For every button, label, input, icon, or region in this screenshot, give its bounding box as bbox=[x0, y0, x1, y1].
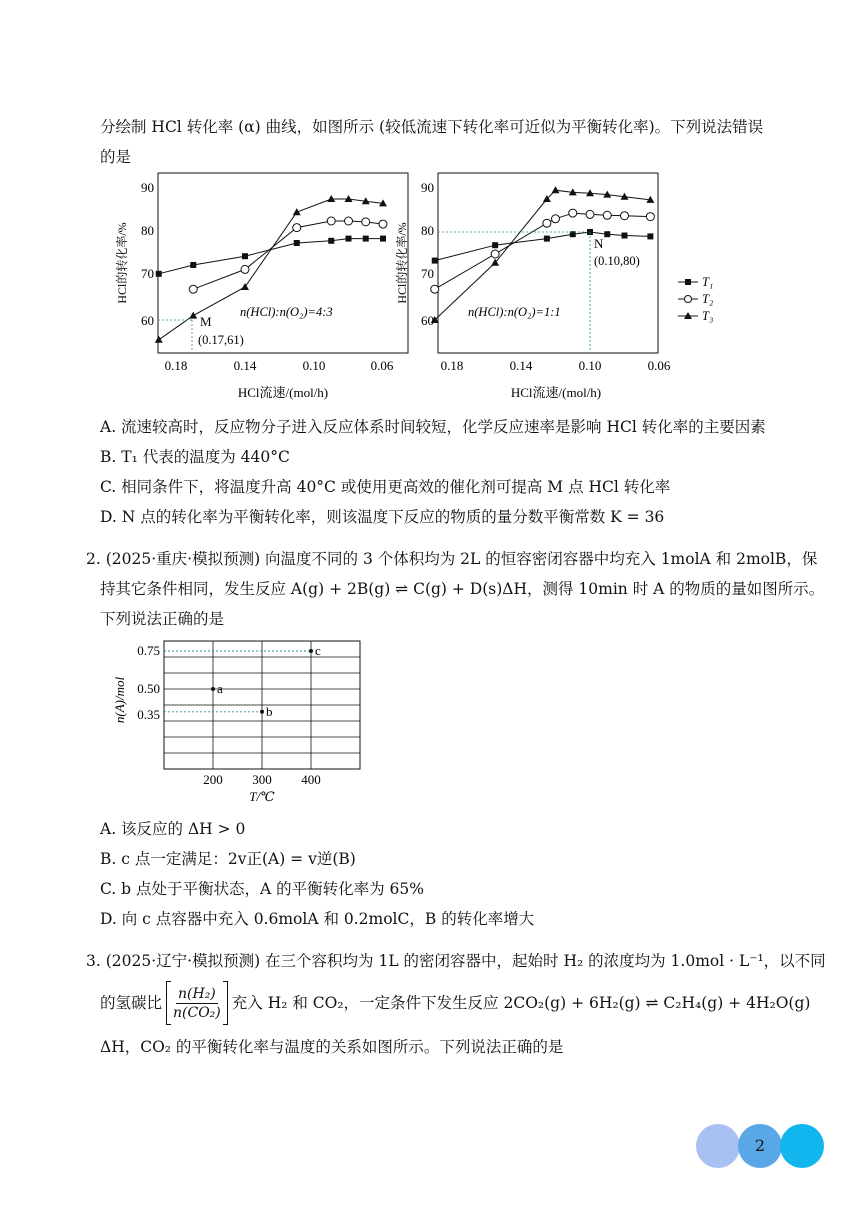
q2-ytick-050: 0.50 bbox=[137, 681, 160, 696]
q3-line-3: ΔH，CO₂ 的平衡转化率与温度的关系如图所示。下列说法正确的是 bbox=[100, 1038, 564, 1056]
data-point-s2-2 bbox=[241, 265, 249, 273]
left-ytick-60: 60 bbox=[141, 313, 154, 328]
data-point-s2-1 bbox=[431, 285, 439, 293]
left-xtick-014: 0.14 bbox=[233, 358, 257, 373]
left-xtick-010: 0.10 bbox=[302, 358, 326, 373]
data-point-s1-7 bbox=[622, 233, 628, 239]
right-ytick-90: 90 bbox=[421, 180, 434, 195]
data-point-s1-3 bbox=[544, 236, 550, 242]
left-xlabel: HCl流速/(mol/h) bbox=[237, 385, 329, 400]
q2-point-label-a: a bbox=[217, 681, 223, 696]
left-ratio-label: n(HCl):n(O₂)=4:3 bbox=[240, 305, 333, 319]
right-ytick-60: 60 bbox=[421, 313, 434, 328]
q2-xtick-300: 300 bbox=[252, 772, 272, 787]
q3-line-1: 3. (2025·辽宁·模拟预测) 在三个容积均为 1L 的密闭容器中，起始时 H₂ 的浓度均为 1.0mol · L⁻¹，以不同 bbox=[86, 952, 826, 970]
left-ytick-90: 90 bbox=[141, 180, 154, 195]
q3-line-2-prefix: 的氢碳比 bbox=[100, 994, 163, 1012]
right-ratio-label: n(HCl):n(O₂)=1:1 bbox=[468, 305, 561, 319]
right-xtick-010: 0.10 bbox=[578, 358, 602, 373]
right-ylabel: HCl的转化率/% bbox=[395, 222, 409, 304]
left-xtick-006: 0.06 bbox=[370, 358, 394, 373]
q2-line-3: 下列说法正确的是 bbox=[100, 610, 225, 628]
legend-t2 bbox=[678, 292, 714, 306]
ratio-fraction bbox=[173, 985, 221, 1022]
ratio-numerator: n(H₂) bbox=[178, 985, 216, 1002]
data-point-s2-3 bbox=[293, 224, 301, 232]
data-point-s3-2 bbox=[189, 312, 197, 319]
series-line-1 bbox=[159, 239, 383, 274]
data-point-s3-3 bbox=[241, 283, 249, 290]
data-point-s2-7 bbox=[603, 211, 611, 219]
data-point-s1-1 bbox=[432, 258, 438, 264]
data-point-s2-5 bbox=[345, 217, 353, 225]
q2-xlabel: T/℃ bbox=[249, 789, 275, 804]
data-point-s3-4 bbox=[293, 208, 301, 215]
q1-option-c: C. 相同条件下，将温度升高 40°C 或使用更高效的催化剂可提高 M 点 HCl 转化率 bbox=[100, 478, 671, 496]
q2-option-c: C. b 点处于平衡状态，A 的平衡转化率为 65% bbox=[100, 880, 425, 898]
page-badge-circle-1 bbox=[696, 1124, 740, 1168]
q2-point-c bbox=[309, 649, 313, 653]
data-point-s1-4 bbox=[294, 240, 300, 246]
legend-t2-label: T₂ bbox=[702, 292, 714, 306]
point-n-label: N bbox=[594, 236, 604, 251]
data-point-s2-1 bbox=[189, 285, 197, 293]
data-point-s1-8 bbox=[647, 233, 653, 239]
data-point-s2-6 bbox=[586, 210, 594, 218]
q3-line-2-suffix: 充入 H₂ 和 CO₂，一定条件下发生反应 2CO₂(g) + 6H₂(g) ⇌ C₂H₄(g) + 4H₂O(g) bbox=[231, 994, 811, 1012]
q1-option-a: A. 流速较高时，反应物分子进入反应体系时间较短，化学反应速率是影响 HCl 转化率的主要因素 bbox=[100, 418, 766, 436]
right-xtick-006: 0.06 bbox=[647, 358, 671, 373]
q2-line-2: 持其它条件相同，发生反应 A(g) + 2B(g) ⇌ C(g) + D(s)ΔH，测得 10min 时 A 的物质的量如图所示。 bbox=[100, 580, 825, 598]
q2-xtick-400: 400 bbox=[301, 772, 321, 787]
data-point-s3-4 bbox=[552, 186, 560, 193]
series-line-2 bbox=[435, 213, 651, 289]
data-point-s1-3 bbox=[242, 253, 248, 259]
point-m-label: M bbox=[200, 314, 212, 329]
left-ylabel: HCl的转化率/% bbox=[115, 222, 129, 304]
na-temperature-figure bbox=[108, 635, 378, 810]
data-point-s1-7 bbox=[363, 236, 369, 242]
point-m-coord: (0.17,61) bbox=[198, 333, 244, 347]
data-point-s1-6 bbox=[604, 231, 610, 237]
q2-xtick-200: 200 bbox=[203, 772, 223, 787]
q2-line-1: 2. (2025·重庆·模拟预测) 向温度不同的 3 个体积均为 2L 的恒容密闭容器中均充入 1molA 和 2molB，保 bbox=[86, 550, 818, 568]
data-point-s3-1 bbox=[155, 336, 163, 343]
data-point-s2-2 bbox=[491, 250, 499, 258]
hcl-conversion-figure bbox=[110, 170, 750, 405]
right-ytick-70: 70 bbox=[421, 266, 434, 281]
q1-option-d: D. N 点的转化率为平衡转化率，则该温度下反应的物质的量分数平衡常数 K = 36 bbox=[100, 508, 665, 526]
legend-t3 bbox=[678, 309, 713, 323]
data-point-s2-4 bbox=[327, 217, 335, 225]
left-plot bbox=[155, 195, 387, 343]
legend-t1-label: T₁ bbox=[702, 275, 714, 289]
data-point-s2-4 bbox=[552, 215, 560, 223]
data-point-s1-2 bbox=[492, 242, 498, 248]
q2-grid bbox=[164, 641, 360, 769]
right-xtick-014: 0.14 bbox=[509, 358, 533, 373]
data-point-s2-5 bbox=[569, 209, 577, 217]
right-xlabel: HCl流速/(mol/h) bbox=[510, 385, 602, 400]
left-xtick-018: 0.18 bbox=[164, 358, 188, 373]
q2-ytick-035: 0.35 bbox=[137, 707, 160, 722]
data-point-s1-2 bbox=[190, 262, 196, 268]
q2-option-d: D. 向 c 点容器中充入 0.6molA 和 0.2molC，B 的转化率增大 bbox=[100, 910, 535, 928]
left-ytick-80: 80 bbox=[141, 223, 154, 238]
intro-line-2: 的是 bbox=[100, 148, 132, 166]
left-ytick-70: 70 bbox=[141, 266, 154, 281]
data-point-s1-5 bbox=[328, 238, 334, 244]
q3-line-2 bbox=[100, 981, 810, 1025]
right-ytick-80: 80 bbox=[421, 223, 434, 238]
q2-point-label-b: b bbox=[266, 703, 273, 719]
data-point-s2-3 bbox=[543, 219, 551, 227]
q2-ylabel: n(A)/mol bbox=[112, 676, 127, 724]
data-point-s1-8 bbox=[380, 236, 386, 242]
page-badge-circle-3 bbox=[780, 1124, 824, 1168]
data-point-s1-6 bbox=[346, 236, 352, 242]
q1-option-b: B. T₁ 代表的温度为 440°C bbox=[100, 448, 290, 466]
data-point-s2-8 bbox=[621, 212, 629, 220]
q2-points bbox=[164, 643, 321, 719]
q2-point-a bbox=[211, 687, 215, 691]
page-number: 2 bbox=[754, 1136, 766, 1155]
q2-option-a: A. 该反应的 ΔH > 0 bbox=[100, 820, 246, 838]
q2-ytick-075: 0.75 bbox=[137, 643, 160, 658]
q2-point-label-c: c bbox=[315, 643, 321, 658]
hydrogen-carbon-ratio bbox=[166, 981, 228, 1025]
intro-line-1: 分绘制 HCl 转化率 (α) 曲线，如图所示 (较低流速下转化率可近似为平衡转化率)。下列说法错误 bbox=[100, 118, 764, 136]
ratio-denominator: n(CO₂) bbox=[173, 1004, 221, 1021]
data-point-s2-6 bbox=[362, 218, 370, 226]
data-point-s2-7 bbox=[379, 220, 387, 228]
right-xtick-018: 0.18 bbox=[440, 358, 464, 373]
legend-t1 bbox=[678, 275, 713, 289]
legend-t3-label: T₃ bbox=[702, 309, 714, 323]
q2-option-b: B. c 点一定满足：2v正(A) = v逆(B) bbox=[100, 850, 356, 868]
data-point-s2-9 bbox=[646, 213, 654, 221]
q2-point-b bbox=[260, 710, 264, 714]
data-point-s1-1 bbox=[156, 271, 162, 277]
point-n-coord: (0.10,80) bbox=[594, 254, 640, 268]
series-line-2 bbox=[193, 221, 383, 289]
